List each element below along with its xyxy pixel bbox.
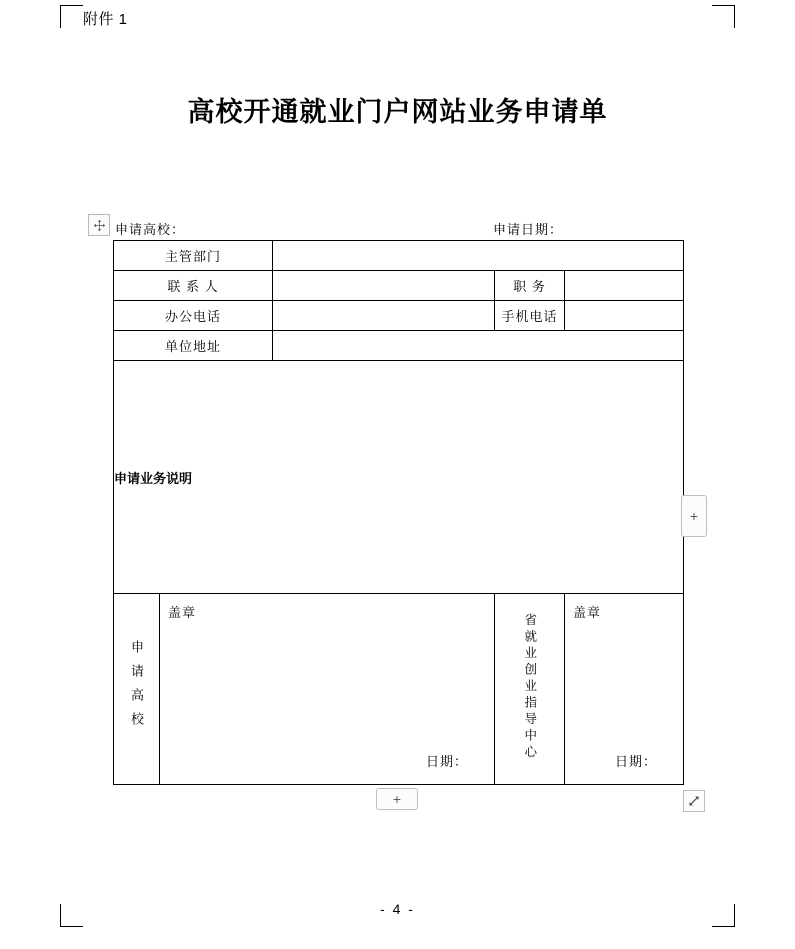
page-corner-mark-top-left — [60, 5, 83, 28]
field-label-mobile-phone: 手机电话 — [495, 301, 565, 331]
table-row — [114, 241, 684, 271]
field-value-department[interactable] — [273, 241, 684, 271]
field-label-office-phone: 办公电话 — [114, 301, 273, 331]
signature-left-box[interactable] — [160, 594, 495, 785]
field-value-address[interactable] — [273, 331, 684, 361]
table-row — [114, 361, 684, 594]
attachment-label: 附件 1 — [83, 11, 128, 28]
signature-right-box[interactable] — [565, 594, 684, 785]
application-form-table — [113, 240, 684, 785]
page-title: 高校开通就业门户网站业务申请单 — [187, 97, 608, 127]
page-corner-mark-top-right — [712, 5, 735, 28]
signature-right-date: 日期： — [615, 754, 658, 769]
applicant-school-label: 申请高校： — [115, 222, 186, 237]
table-row — [114, 301, 684, 331]
add-column-button[interactable]: + — [681, 495, 707, 537]
move-icon — [93, 219, 106, 232]
table-row — [114, 271, 684, 301]
business-description-title: 申请业务说明 — [114, 470, 193, 486]
table-row — [114, 331, 684, 361]
signature-right-label: 省就业创业指导中心 — [495, 594, 565, 785]
add-row-button[interactable]: + — [376, 788, 418, 810]
signature-left-date: 日期： — [426, 754, 469, 769]
table-move-handle[interactable] — [88, 214, 110, 236]
business-description-cell[interactable] — [114, 361, 684, 594]
field-value-mobile-phone[interactable] — [565, 301, 684, 331]
field-label-address: 单位地址 — [114, 331, 273, 361]
signature-right-seal: 盖章 — [573, 605, 602, 620]
field-value-contact-person[interactable] — [273, 271, 495, 301]
table-resize-handle[interactable] — [683, 790, 705, 812]
field-label-position: 职 务 — [495, 271, 565, 301]
signature-left-seal: 盖章 — [168, 605, 197, 620]
field-value-position[interactable] — [565, 271, 684, 301]
page-number: - 4 - — [380, 901, 415, 917]
field-label-contact-person: 联 系 人 — [114, 271, 273, 301]
field-value-office-phone[interactable] — [273, 301, 495, 331]
field-label-department: 主管部门 — [114, 241, 273, 271]
table-row-signature — [114, 594, 684, 785]
signature-left-label: 申请高校 — [114, 594, 160, 785]
apply-date-label: 申请日期： — [493, 222, 564, 237]
resize-icon — [688, 795, 700, 807]
